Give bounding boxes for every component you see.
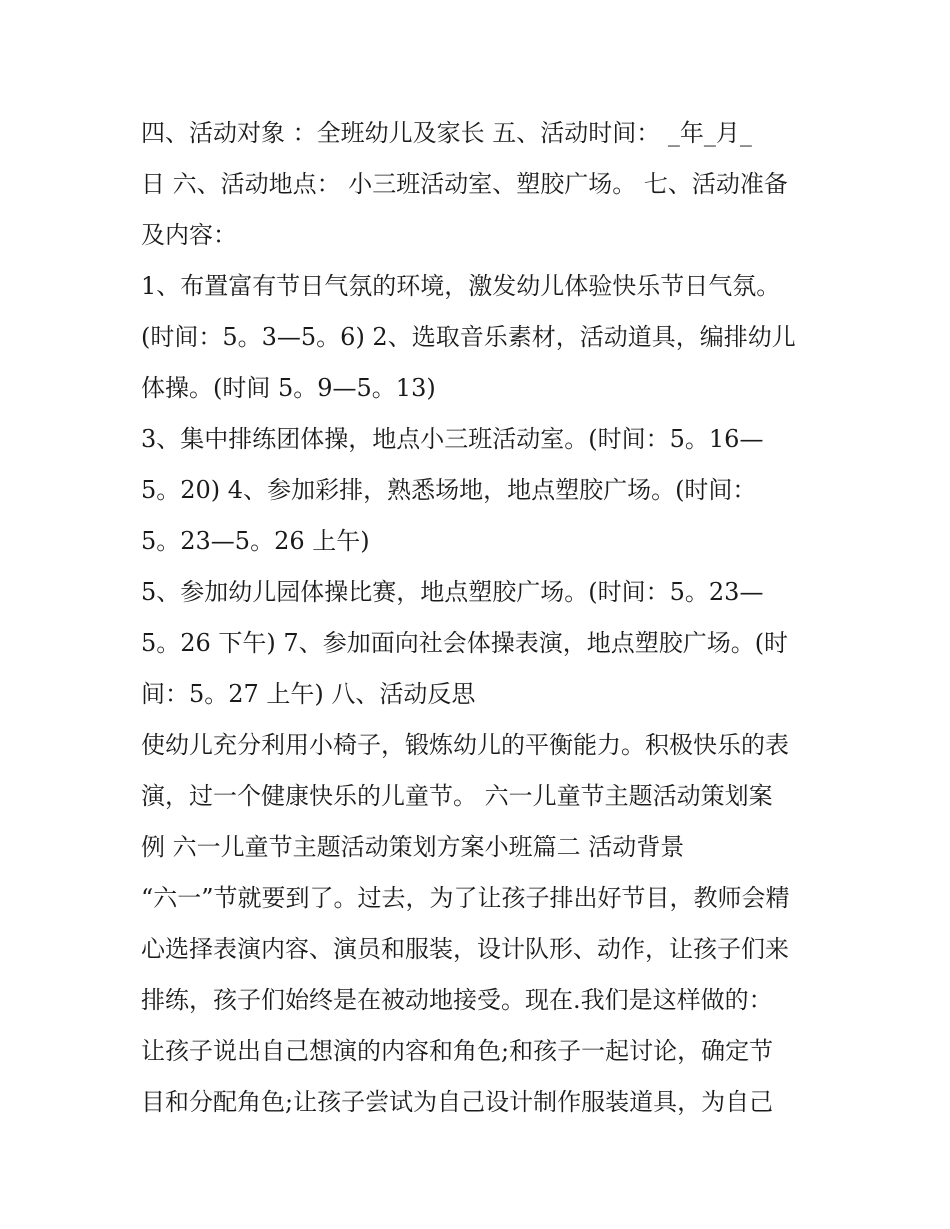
text-line: 四、活动对象 ：全班幼儿及家长 五、活动时间： _年_月_: [141, 119, 752, 147]
text-line: 例 六一儿童节主题活动策划方案小班篇二 活动背景: [141, 833, 685, 861]
text-line: 体操。(时间 5。9—5。13): [141, 374, 436, 402]
text-line: 日 六、活动地点： 小三班活动室、塑胶广场。 七、活动准备: [141, 170, 788, 198]
text-line: 让孩子说出自己想演的内容和角色;和孩子一起讨论，确定节: [141, 1037, 774, 1065]
text-line: 5、参加幼儿园体操比赛，地点塑胶广场。(时间：5。23—: [141, 578, 764, 606]
text-line: 3、集中排练团体操，地点小三班活动室。(时间：5。16—: [141, 425, 764, 453]
text-line: 间：5。27 上午) 八、活动反思: [141, 680, 476, 708]
text-line: “六一”节就要到了。过去，为了让孩子排出好节目，教师会精: [141, 884, 790, 912]
text-line: 5。26 下午) 7、参加面向社会体操表演，地点塑胶广场。(时: [141, 629, 789, 657]
text-line: 5。23—5。26 上午): [141, 527, 370, 555]
text-line: 使幼儿充分利用小椅子，锻炼幼儿的平衡能力。积极快乐的表: [141, 731, 789, 759]
text-line: (时间：5。3—5。6) 2、选取音乐素材，活动道具，编排幼儿: [141, 323, 796, 351]
text-line: 1、布置富有节日气氛的环境，激发幼儿体验快乐节日气氛。: [141, 272, 781, 300]
text-line: 排练，孩子们始终是在被动地接受。现在.我们是这样做的：: [141, 986, 773, 1014]
document-body: [141, 108, 821, 1128]
text-line: 目和分配角色;让孩子尝试为自己设计制作服装道具，为自己: [141, 1088, 774, 1116]
text-line: 演，过一个健康快乐的儿童节。 六一儿童节主题活动策划案: [141, 782, 773, 810]
text-line: 心选择表演内容、演员和服装，设计队形、动作，让孩子们来: [141, 935, 789, 963]
text-line: 5。20) 4、参加彩排，熟悉场地，地点塑胶广场。(时间：: [141, 476, 757, 504]
text-line: 及内容：: [141, 221, 237, 249]
